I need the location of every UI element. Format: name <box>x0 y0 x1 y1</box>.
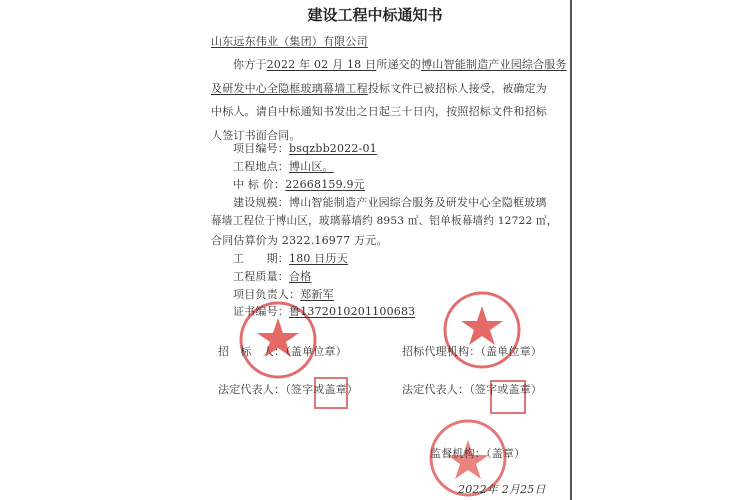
field-scale-2: 幕墙工程位于博山区，玻璃幕墙约 8953 ㎡、铝单板幕墙约 12722 ㎡， <box>211 215 558 227</box>
body-line-4: 人签订书面合同。 <box>211 129 301 142</box>
body-line-2 <box>211 80 547 96</box>
value: 郑新军 <box>300 288 334 301</box>
tenderer-label: 招 标 人：（盖单位章） <box>218 345 347 358</box>
label: 项目负责人： <box>233 288 301 301</box>
label: 项目编号： <box>233 142 289 155</box>
value: 博山区。 <box>289 160 334 173</box>
text: 投标文件已被招标人接受，被确定为 <box>367 82 548 95</box>
field-quality <box>233 268 311 284</box>
label: 工程地点： <box>233 160 289 173</box>
value: 180 日历天 <box>289 252 348 265</box>
document-title: 建设工程中标通知书 <box>307 6 443 24</box>
addressee: 山东远东伟业（集团）有限公司 <box>211 35 368 48</box>
label: 工程质量： <box>233 270 289 283</box>
body-line-3: 中标人。请自中标通知书发出之日起三十日内，按照招标文件和招标 <box>211 105 547 118</box>
field-location <box>233 158 334 174</box>
value: 22668159.9元 <box>285 178 365 191</box>
supervisor-label: 监督机构：（盖章） <box>430 447 526 460</box>
legal-rep-right: 法定代表人：（签字或盖章） <box>402 383 543 396</box>
text: 所递交的 <box>376 58 422 71</box>
project-name: 博山智能制造产业园综合服务 <box>421 58 567 71</box>
field-scale <box>233 194 547 210</box>
legal-rep-left: 法定代表人：（签字或盖章） <box>218 383 359 396</box>
project-name: 及研发中心全隐框玻璃幕墙工程 <box>211 82 368 95</box>
agency-label: 招标代理机构：（盖单位章） <box>402 345 543 358</box>
text: 你方于 <box>233 58 267 71</box>
value: 合格 <box>289 270 312 283</box>
field-price <box>233 176 365 192</box>
label: 建设规模： <box>233 196 289 209</box>
label: 证书编号： <box>233 305 289 318</box>
submission-date: 2022 年 02 月 18 日 <box>266 58 377 71</box>
field-project-no <box>233 140 377 156</box>
field-scale-3: 合同估算价为 2322.16977 万元。 <box>211 234 388 247</box>
value: 博山智能制造产业园综合服务及研发中心全隐框玻璃 <box>289 196 547 209</box>
value: 鲁137201020110068З <box>289 305 416 318</box>
value: bsqzbb2022-01 <box>289 142 377 155</box>
field-manager <box>233 286 334 302</box>
label: 中 标 价： <box>233 178 286 191</box>
field-cert <box>233 303 415 319</box>
body-line-1 <box>233 56 567 72</box>
label: 工 期： <box>233 252 289 265</box>
field-period <box>233 250 348 266</box>
sign-date: 2022年 2月25日 <box>458 483 546 496</box>
